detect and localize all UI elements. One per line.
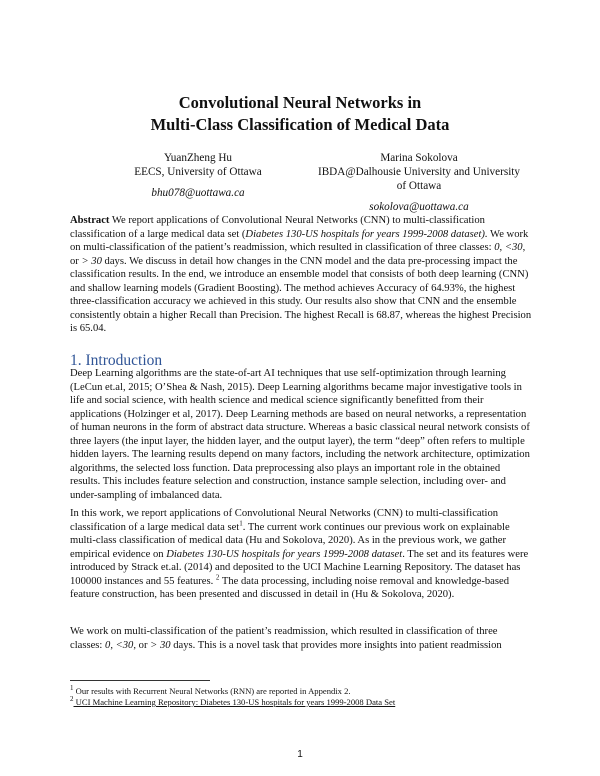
footnote-ref-2[interactable]: 2	[215, 572, 220, 581]
class-label: 0	[105, 639, 111, 651]
footnote-mark: 2	[70, 695, 74, 704]
class-label: <30	[115, 639, 134, 651]
intro-paragraph-3	[70, 625, 532, 652]
class-label: > 30	[81, 255, 102, 267]
section-heading-introduction: 1. Introduction	[70, 352, 163, 369]
paragraph-text: The data processing, including noise removal and knowledge-based feature construction, has been presented and discussed in detail in (Hu & Sokolova, 2020).	[70, 575, 510, 600]
intro-paragraph-2	[70, 507, 532, 602]
abstract-text: We report applications of Convolutional Neural Networks (CNN) to multi-classification classification of a large medical data set (	[70, 215, 485, 240]
class-label: > 30	[150, 639, 171, 651]
author-name: YuanZheng Hu	[163, 152, 233, 164]
footnote-1	[70, 686, 532, 697]
footnote-text: Our results with Recurrent Neural Networks (RNN) are reported in Appendix 2.	[73, 686, 351, 696]
author-block-sokolova	[302, 151, 536, 214]
paper-title-line-2: Multi-Class Classification of Medical Data	[150, 115, 450, 134]
dataset-name: Diabetes 130-US hospitals for years 1999-2008 dataset	[166, 548, 403, 560]
abstract-paragraph	[70, 214, 532, 336]
page-number: 1	[297, 749, 303, 760]
author-affiliation-line-2: of Ottawa	[396, 180, 442, 192]
paragraph-text: . The current work continues our previous work on explainable multi-class classification of medical data (Hu and Sokolova, 2020). As in the previous work, we gather empirical evidence on	[70, 521, 510, 560]
paragraph-text: In this work, we report applications of Convolutional Neural Networks (CNN) to multi-classification classification of a large medical data set	[70, 508, 499, 533]
abstract-label: Abstract	[70, 215, 110, 226]
paragraph-text: . The set and its features were introduced by Strack et.al. (2014) and deposited to the UCI Machine Learning Repository. The dataset has 100000 instances and 55 features.	[70, 548, 529, 587]
author-name: Marina Sokolova	[380, 152, 458, 164]
footnote-mark: 1	[70, 684, 74, 693]
intro-paragraph-1: Deep Learning algorithms are the state-of-art AI techniques that use self-optimization through learning (LeCun et.al, 2015; O’Shea & Nash, 2015). Deep Learning algorithms became major investigative tools in life and social science, with health science and medical science significantly benefitted from their applications (Holzinger et al, 2017). Deep Learning methods are based on neural networks, a representation of human neurons in the form of abstract data structure. Whereas a basic classical neural network consists of three layers (the input layer, the hidden layer, and the output layer), the term “deep” often refers to multiple hidden layers. The learning results depend on many factors, including the network architecture, optimization algorithms, the selected loss function. Data preprocessing also plays an important role in the obtained results. This includes feature selection and construction, instance sample selection, including over- and under-sampling of imbalanced data.	[70, 368, 530, 501]
abstract-text: We work on multi-classification of the patient’s readmission, which resulted in classification of three classes:	[70, 228, 529, 253]
footnote-ref-1[interactable]: 1	[239, 518, 243, 527]
separator: ,	[499, 242, 505, 253]
class-label: 0	[494, 242, 500, 253]
class-label: <30	[504, 242, 523, 253]
abstract-text: days. We discuss in detail how changes in the CNN model and the data pre-processing impact the classification results. In the end, we introduce an ensemble model that consists of both deep learning (CNN) and shallow learning models (Gradient Boosting). The method achieves Accuracy of 64.93%, the highest three-classification accuracy we achieved in this study. Our results also show that CNN and the ensemble consistently obtain a higher Recall than Precision. The highest Recall is 68.87, whereas the highest Precision is 65.04.	[70, 255, 532, 334]
paper-title-line-1: Convolutional Neural Networks in	[178, 93, 422, 112]
paragraph-text: We work on multi-classification of the patient’s readmission, which resulted in classification of three classes:	[70, 626, 498, 651]
author-affiliation-line-1: IBDA@Dalhousie University and University	[317, 166, 520, 178]
abstract-dataset-name: Diabetes 130-US hospitals for years 1999-2008 dataset).	[245, 228, 488, 240]
author-block-hu	[108, 151, 288, 200]
footnote-2	[70, 697, 532, 708]
separator: ,	[110, 639, 116, 651]
author-email[interactable]: bhu078@uottawa.ca	[151, 187, 245, 199]
separator: , or	[133, 639, 151, 651]
footnote-divider	[70, 680, 210, 681]
footnote-link[interactable]: UCI Machine Learning Repository: Diabetes 130-US hospitals for years 1999-2008 Data Set	[73, 697, 396, 707]
author-affiliation: EECS, University of Ottawa	[134, 166, 262, 178]
author-email[interactable]: sokolova@uottawa.ca	[369, 201, 469, 213]
separator: , or	[70, 242, 526, 267]
paragraph-text: days. This is a novel task that provides more insights into patient readmission	[170, 639, 502, 651]
